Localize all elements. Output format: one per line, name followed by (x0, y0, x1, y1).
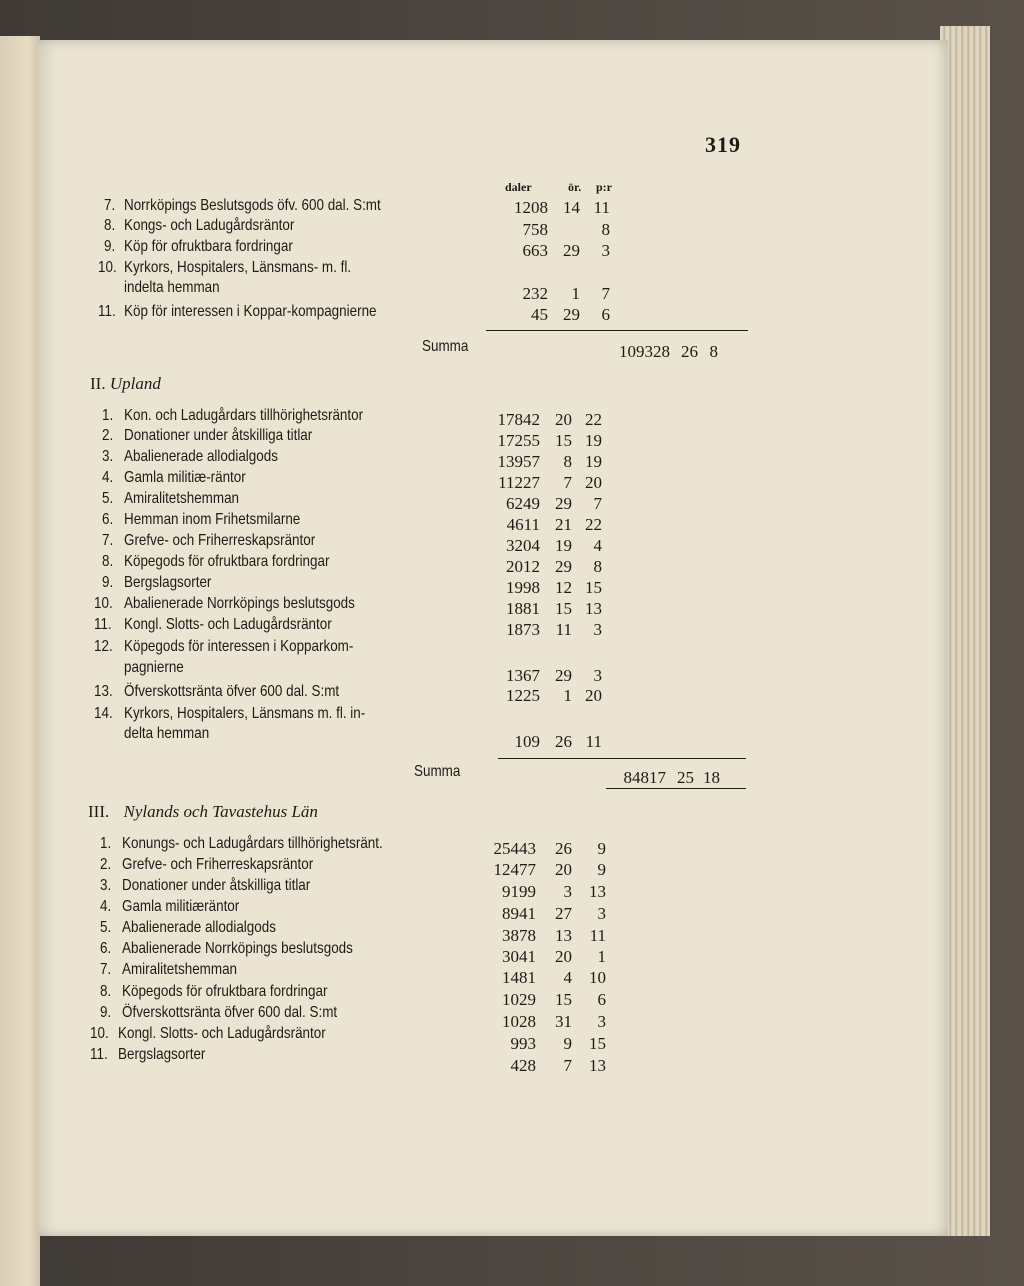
row-text: Bergslagsorter (124, 574, 212, 591)
daler-value: 1998 (506, 578, 540, 597)
pr-value: 20 (585, 473, 602, 492)
row-text: Grefve- och Friherreskapsräntor (122, 856, 314, 873)
row-number: 8. (102, 553, 114, 570)
or-value: 31 (555, 1012, 572, 1031)
daler-value: 3041 (502, 947, 536, 966)
row-number: 7. (100, 961, 112, 978)
daler-value: 428 (510, 1056, 536, 1075)
daler-value: 993 (510, 1034, 536, 1053)
pr-value: 3 (597, 904, 606, 923)
row-number: 4. (100, 898, 112, 915)
daler-value: 45 (531, 305, 548, 324)
daler-value: 6249 (506, 494, 540, 513)
daler-value: 232 (522, 284, 548, 303)
or-value: 13 (555, 926, 572, 945)
pr-value: 7 (601, 284, 610, 303)
row-text-continued: pagnierne (124, 659, 184, 676)
row-number: 9. (102, 574, 114, 591)
or-value: 7 (563, 1056, 572, 1075)
row-number: 14. (94, 705, 113, 722)
daler-value: 1881 (506, 599, 540, 618)
summa-or: 26 (681, 342, 698, 361)
row-number: 10. (94, 595, 113, 612)
pr-value: 22 (585, 410, 602, 429)
row-text: Öfverskottsränta öfver 600 dal. S:mt (122, 1004, 338, 1021)
pr-value: 9 (597, 839, 606, 858)
or-value: 9 (563, 1034, 572, 1053)
daler-value: 25443 (493, 839, 536, 858)
daler-value: 2012 (506, 557, 540, 576)
row-number: 6. (102, 511, 114, 528)
row-text-continued: delta hemman (124, 725, 210, 742)
pr-value: 3 (601, 241, 610, 260)
pr-value: 4 (593, 536, 602, 555)
summa-pr: 8 (709, 342, 718, 361)
daler-value: 9199 (502, 882, 536, 901)
pr-value: 19 (585, 431, 602, 450)
row-text: Donationer under åtskilliga titlar (124, 427, 313, 444)
row-number: 2. (102, 427, 114, 444)
pr-value: 15 (589, 1034, 606, 1053)
row-text: Köpegods för ofruktbara fordringar (122, 983, 328, 1000)
daler-value: 17255 (497, 431, 540, 450)
row-text: Köp för interessen i Koppar-kompagnierne (124, 303, 377, 320)
section-numeral: II. (90, 374, 106, 393)
row-number: 10. (98, 259, 117, 276)
col-head-daler: daler (505, 180, 532, 194)
daler-value: 1028 (502, 1012, 536, 1031)
col-head-or: ör. (568, 180, 582, 194)
or-value: 15 (555, 990, 572, 1009)
summa-daler: 109328 (619, 342, 670, 361)
or-value: 26 (555, 839, 572, 858)
or-value: 21 (555, 515, 572, 534)
or-value: 15 (555, 599, 572, 618)
daler-value: 12477 (493, 860, 536, 879)
row-text: Kongl. Slotts- och Ladugårdsräntor (124, 616, 332, 633)
sum-rule (498, 758, 746, 759)
row-text: Kon. och Ladugårdars tillhörighetsräntor (124, 407, 364, 424)
row-number: 5. (102, 490, 114, 507)
daler-value: 1481 (502, 968, 536, 987)
row-number: 6. (100, 940, 112, 957)
row-text: Amiralitetshemman (122, 961, 238, 978)
or-value: 19 (555, 536, 572, 555)
or-value: 1 (571, 284, 580, 303)
or-value: 14 (563, 198, 580, 217)
pr-value: 9 (597, 860, 606, 879)
pr-value: 19 (585, 452, 602, 471)
row-number: 11. (94, 616, 112, 633)
daler-value: 1208 (514, 198, 548, 217)
daler-value: 1367 (506, 666, 540, 685)
row-number: 8. (104, 217, 116, 234)
summa-or: 25 (677, 768, 694, 787)
pr-value: 8 (593, 557, 602, 576)
row-number: 1. (102, 407, 114, 424)
row-text: Kyrkors, Hospitalers, Länsmans- m. fl. (124, 259, 352, 276)
pr-value: 11 (593, 198, 610, 217)
row-text: Norrköpings Beslutsgods öfv. 600 dal. S:mt (124, 197, 381, 214)
pr-value: 13 (589, 1056, 606, 1075)
pr-value: 6 (597, 990, 606, 1009)
or-value: 29 (563, 305, 580, 324)
row-text: Abalienerade Norrköpings beslutsgods (124, 595, 355, 612)
row-number: 9. (104, 238, 116, 255)
row-number: 13. (94, 683, 113, 700)
or-value: 3 (563, 882, 572, 901)
summa-label: Summa (414, 763, 461, 780)
pr-value: 3 (597, 1012, 606, 1031)
row-text: Kyrkors, Hospitalers, Länsmans m. fl. in- (124, 705, 366, 722)
or-value: 27 (555, 904, 572, 923)
or-value: 20 (555, 947, 572, 966)
daler-value: 758 (522, 220, 548, 239)
pr-value: 11 (589, 926, 606, 945)
or-value: 8 (563, 452, 572, 471)
daler-value: 1873 (506, 620, 540, 639)
row-number: 3. (100, 877, 112, 894)
summa-pr: 18 (703, 768, 720, 787)
pr-value: 20 (585, 686, 602, 705)
summa-daler: 84817 (623, 768, 666, 787)
row-number: 11. (98, 303, 116, 320)
row-text: Gamla militiæräntor (122, 898, 240, 915)
book-page (38, 40, 948, 1236)
row-text: Gamla militiæ-räntor (124, 469, 246, 486)
or-value: 20 (555, 410, 572, 429)
row-text: Köpegods för interessen i Kopparkom- (124, 638, 354, 655)
row-text: Abalienerade allodialgods (122, 919, 276, 936)
row-text: Abalienerade allodialgods (124, 448, 278, 465)
row-text: Konungs- och Ladugårdars tillhörighetsränt. (122, 835, 383, 852)
row-text: Kongl. Slotts- och Ladugårdsräntor (118, 1025, 326, 1042)
or-value: 29 (555, 494, 572, 513)
or-value: 11 (555, 620, 572, 639)
sum-rule (486, 330, 748, 331)
facing-page-edge (0, 36, 40, 1286)
pr-value: 1 (597, 947, 606, 966)
daler-value: 13957 (497, 452, 540, 471)
pr-value: 22 (585, 515, 602, 534)
daler-value: 11227 (498, 473, 540, 492)
row-number: 4. (102, 469, 114, 486)
pr-value: 15 (585, 578, 602, 597)
row-number: 8. (100, 983, 112, 1000)
row-text: Grefve- och Friherreskapsräntor (124, 532, 316, 549)
row-number: 2. (100, 856, 112, 873)
row-text: Abalienerade Norrköpings beslutsgods (122, 940, 353, 957)
row-text: Bergslagsorter (118, 1046, 206, 1063)
row-text: Amiralitetshemman (124, 490, 240, 507)
sum-underline (606, 788, 746, 789)
or-value: 29 (563, 241, 580, 260)
daler-value: 1029 (502, 990, 536, 1009)
daler-value: 8941 (502, 904, 536, 923)
row-number: 11. (90, 1046, 108, 1063)
row-text: Köpegods för ofruktbara fordringar (124, 553, 330, 570)
pr-value: 8 (601, 220, 610, 239)
row-text: Donationer under åtskilliga titlar (122, 877, 311, 894)
or-value: 7 (563, 473, 572, 492)
row-number: 9. (100, 1004, 112, 1021)
section-numeral: III. (88, 802, 110, 821)
or-value: 29 (555, 666, 572, 685)
pr-value: 3 (593, 666, 602, 685)
pr-value: 3 (593, 620, 602, 639)
daler-value: 109 (514, 732, 540, 751)
daler-value: 17842 (497, 410, 540, 429)
or-value: 1 (563, 686, 572, 705)
page-number: 319 (705, 132, 741, 157)
or-value: 12 (555, 578, 572, 597)
row-number: 5. (100, 919, 112, 936)
or-value: 15 (555, 431, 572, 450)
col-head-pr: p:r (596, 180, 612, 194)
row-text: Kongs- och Ladugårdsräntor (124, 217, 295, 234)
pr-value: 6 (601, 305, 610, 324)
row-number: 7. (102, 532, 114, 549)
pr-value: 10 (589, 968, 606, 987)
row-text: Öfverskottsränta öfver 600 dal. S:mt (124, 683, 340, 700)
or-value: 4 (563, 968, 572, 987)
or-value: 26 (555, 732, 572, 751)
row-number: 3. (102, 448, 114, 465)
row-number: 10. (90, 1025, 109, 1042)
row-text: Hemman inom Frihetsmilarne (124, 511, 301, 528)
section-heading-upland (90, 374, 161, 394)
row-number: 12. (94, 638, 113, 655)
section-title: Upland (109, 374, 161, 393)
daler-value: 4611 (506, 515, 540, 534)
row-text-continued: indelta hemman (124, 279, 220, 296)
summa-label: Summa (422, 338, 469, 355)
pr-value: 11 (585, 732, 602, 751)
pr-value: 7 (593, 494, 602, 513)
row-text: Köp för ofruktbara fordringar (124, 238, 293, 255)
row-number: 7. (104, 197, 116, 214)
daler-value: 3204 (506, 536, 540, 555)
or-value: 20 (555, 860, 572, 879)
pr-value: 13 (585, 599, 602, 618)
daler-value: 3878 (502, 926, 536, 945)
section-heading-nylands (88, 802, 318, 822)
row-number: 1. (100, 835, 112, 852)
or-value: 29 (555, 557, 572, 576)
daler-value: 1225 (506, 686, 540, 705)
pr-value: 13 (589, 882, 606, 901)
section-title: Nylands och Tavastehus Län (123, 802, 318, 821)
daler-value: 663 (522, 241, 548, 260)
